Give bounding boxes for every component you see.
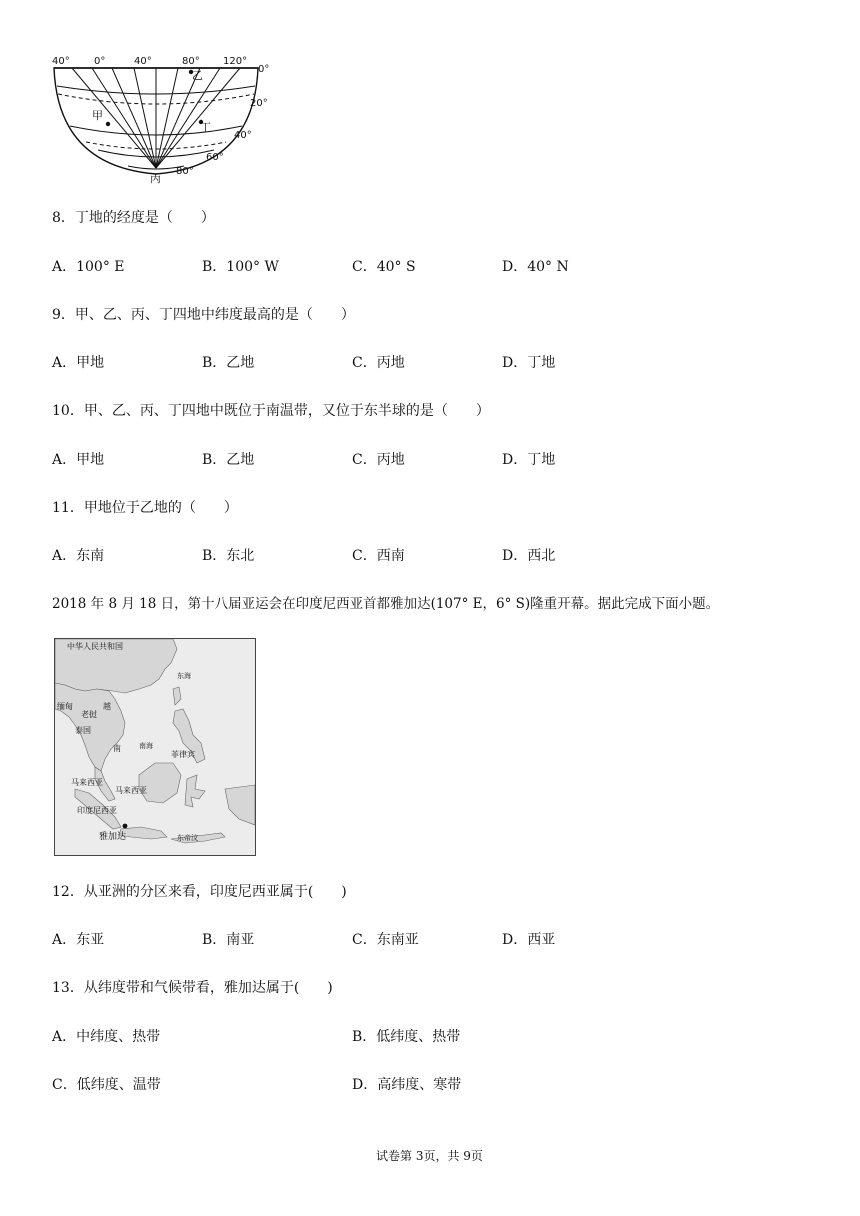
option-8-d[interactable]: D．40° N — [502, 259, 569, 275]
lat-label: 80° — [176, 166, 194, 177]
option-11-a[interactable]: A．东南 — [52, 548, 105, 564]
option-9-d[interactable]: D．丁地 — [502, 355, 556, 371]
map-label-malaysia-west: 马来西亚 — [71, 778, 103, 787]
point-bing-label: 丙 — [150, 172, 161, 185]
lon-label: 120° — [223, 56, 248, 67]
option-10-d[interactable]: D．丁地 — [502, 452, 556, 468]
point-yi-label: 乙 — [192, 69, 203, 82]
reading-passage: 2018 年 8 月 18 日，第十八届亚运会在印度尼西亚首都雅加达(107° E，6° S)隆重开幕。据此完成下面小题。 — [52, 596, 720, 612]
option-12-d[interactable]: D．西亚 — [502, 932, 556, 948]
option-11-b[interactable]: B．东北 — [202, 548, 255, 564]
map-label-china: 中华人民共和国 — [67, 642, 123, 651]
option-12-a[interactable]: A．东亚 — [52, 932, 105, 948]
point-jia-marker — [106, 122, 110, 126]
option-11-d[interactable]: D．西北 — [502, 548, 556, 564]
map-label-laos: 老挝 — [81, 710, 97, 719]
option-12-b[interactable]: B．南亚 — [202, 932, 255, 948]
lon-label: 40° — [52, 56, 70, 67]
point-ding-label: 丁 — [200, 121, 211, 134]
option-9-b[interactable]: B．乙地 — [202, 355, 255, 371]
lon-label: 80° — [182, 56, 200, 67]
page-footer: 试卷第 3页，共 9页 — [376, 1149, 483, 1163]
question-11: 11．甲地位于乙地的（ ） — [52, 500, 238, 516]
lat-label: 40° — [234, 130, 252, 141]
map-label-philippines: 菲律宾 — [171, 750, 195, 759]
question-12: 12．从亚洲的分区来看，印度尼西亚属于( ) — [52, 884, 347, 900]
option-9-a[interactable]: A．甲地 — [52, 355, 105, 371]
map-label-myanmar: 缅甸 — [57, 702, 73, 711]
point-jia-label: 甲 — [92, 109, 103, 122]
option-8-a[interactable]: A．100° E — [52, 259, 125, 275]
map-label-east-timor: 东帝汶 — [177, 834, 198, 842]
option-11-c[interactable]: C．西南 — [352, 548, 405, 564]
lon-label: 40° — [134, 56, 152, 67]
map-label-south-sea: 南海 — [139, 742, 153, 750]
map-label-malaysia-east: 马来西亚 — [115, 786, 147, 795]
jakarta-marker — [123, 824, 128, 829]
option-13-b[interactable]: B．低纬度、热带 — [352, 1029, 461, 1045]
option-8-c[interactable]: C．40° S — [352, 259, 416, 275]
option-9-c[interactable]: C．丙地 — [352, 355, 405, 371]
southeast-asia-map — [54, 638, 256, 856]
question-9: 9．甲、乙、丙、丁四地中纬度最高的是（ ） — [52, 307, 355, 323]
question-13: 13．从纬度带和气候带看，雅加达属于( ) — [52, 980, 333, 996]
option-13-a[interactable]: A．中纬度、热带 — [52, 1029, 161, 1045]
lat-label: 60° — [206, 152, 224, 163]
option-12-c[interactable]: C．东南亚 — [352, 932, 419, 948]
grid-svg — [48, 56, 280, 188]
lon-label: 0° — [94, 56, 106, 67]
map-svg — [55, 639, 255, 855]
lat-label: 20° — [250, 98, 268, 109]
map-label-vietnam: 越 — [103, 702, 111, 711]
map-label-east-sea: 东海 — [177, 672, 191, 680]
option-10-b[interactable]: B．乙地 — [202, 452, 255, 468]
question-8: 8．丁地的经度是（ ） — [52, 210, 215, 226]
option-13-d[interactable]: D．高纬度、寒带 — [352, 1077, 462, 1093]
option-13-c[interactable]: C．低纬度、温带 — [52, 1077, 161, 1093]
map-label-thailand: 泰国 — [75, 726, 91, 735]
latitude-longitude-grid-figure — [48, 56, 280, 188]
option-8-b[interactable]: B．100° W — [202, 259, 279, 275]
map-label-indonesia: 印度尼西亚 — [77, 806, 117, 815]
map-label-jakarta: 雅加达 — [99, 832, 127, 842]
option-10-a[interactable]: A．甲地 — [52, 452, 105, 468]
question-10: 10．甲、乙、丙、丁四地中既位于南温带，又位于东半球的是（ ） — [52, 403, 490, 419]
option-10-c[interactable]: C．丙地 — [352, 452, 405, 468]
lat-label: 0° — [258, 64, 270, 75]
map-label-south: 南 — [113, 744, 121, 753]
